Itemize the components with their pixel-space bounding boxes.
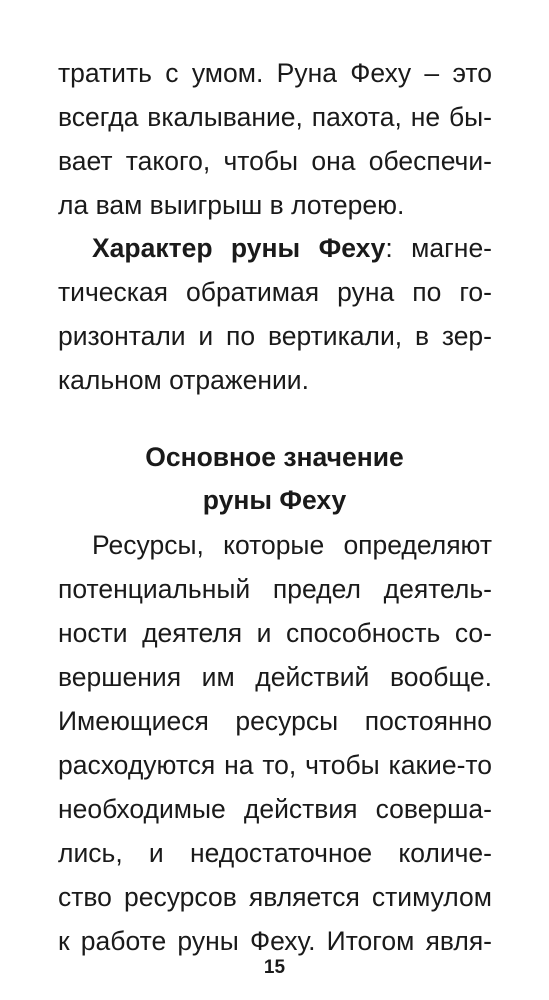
text-line: расходуются на то, чтобы какие-то [58, 750, 492, 780]
term-bold: Характер руны Феху [92, 233, 386, 263]
text-line: тическая обратимая руна по го- [58, 277, 492, 307]
text-line: лись, и недостаточное количе- [58, 838, 492, 868]
text-line: ство ресурсов является стимулом [58, 882, 492, 912]
text-line: Ресурсы, которые определяют [92, 530, 492, 560]
text-line: потенциальный предел деятель- [58, 574, 492, 604]
text-line: ности деятеля и способность со- [58, 618, 492, 648]
text-line: к работе руны Феху. Итогом явля- [58, 926, 492, 956]
section-heading: Основное значение [145, 442, 404, 472]
term-rest: : магне- [385, 233, 492, 263]
text-line: всегда вкалывание, пахота, не бы- [58, 102, 492, 132]
section-heading: руны Феху [202, 485, 347, 515]
text-line: кальном отражении. [58, 365, 309, 395]
text-line: необходимые действия соверша- [58, 794, 492, 824]
text-line: вершения им действий вообще. [58, 662, 492, 692]
text-line: ла вам выигрыш в лотерею. [58, 190, 405, 220]
text-line: ризонтали и по вертикали, в зер- [58, 321, 492, 351]
text-line [92, 226, 492, 270]
page-number: 15 [263, 957, 286, 978]
text-line: вает такого, чтобы она обеспечи- [58, 146, 492, 176]
text-line: тратить с умом. Руна Феху – это [58, 58, 492, 88]
text-line: Имеющиеся ресурсы постоянно [58, 706, 492, 736]
